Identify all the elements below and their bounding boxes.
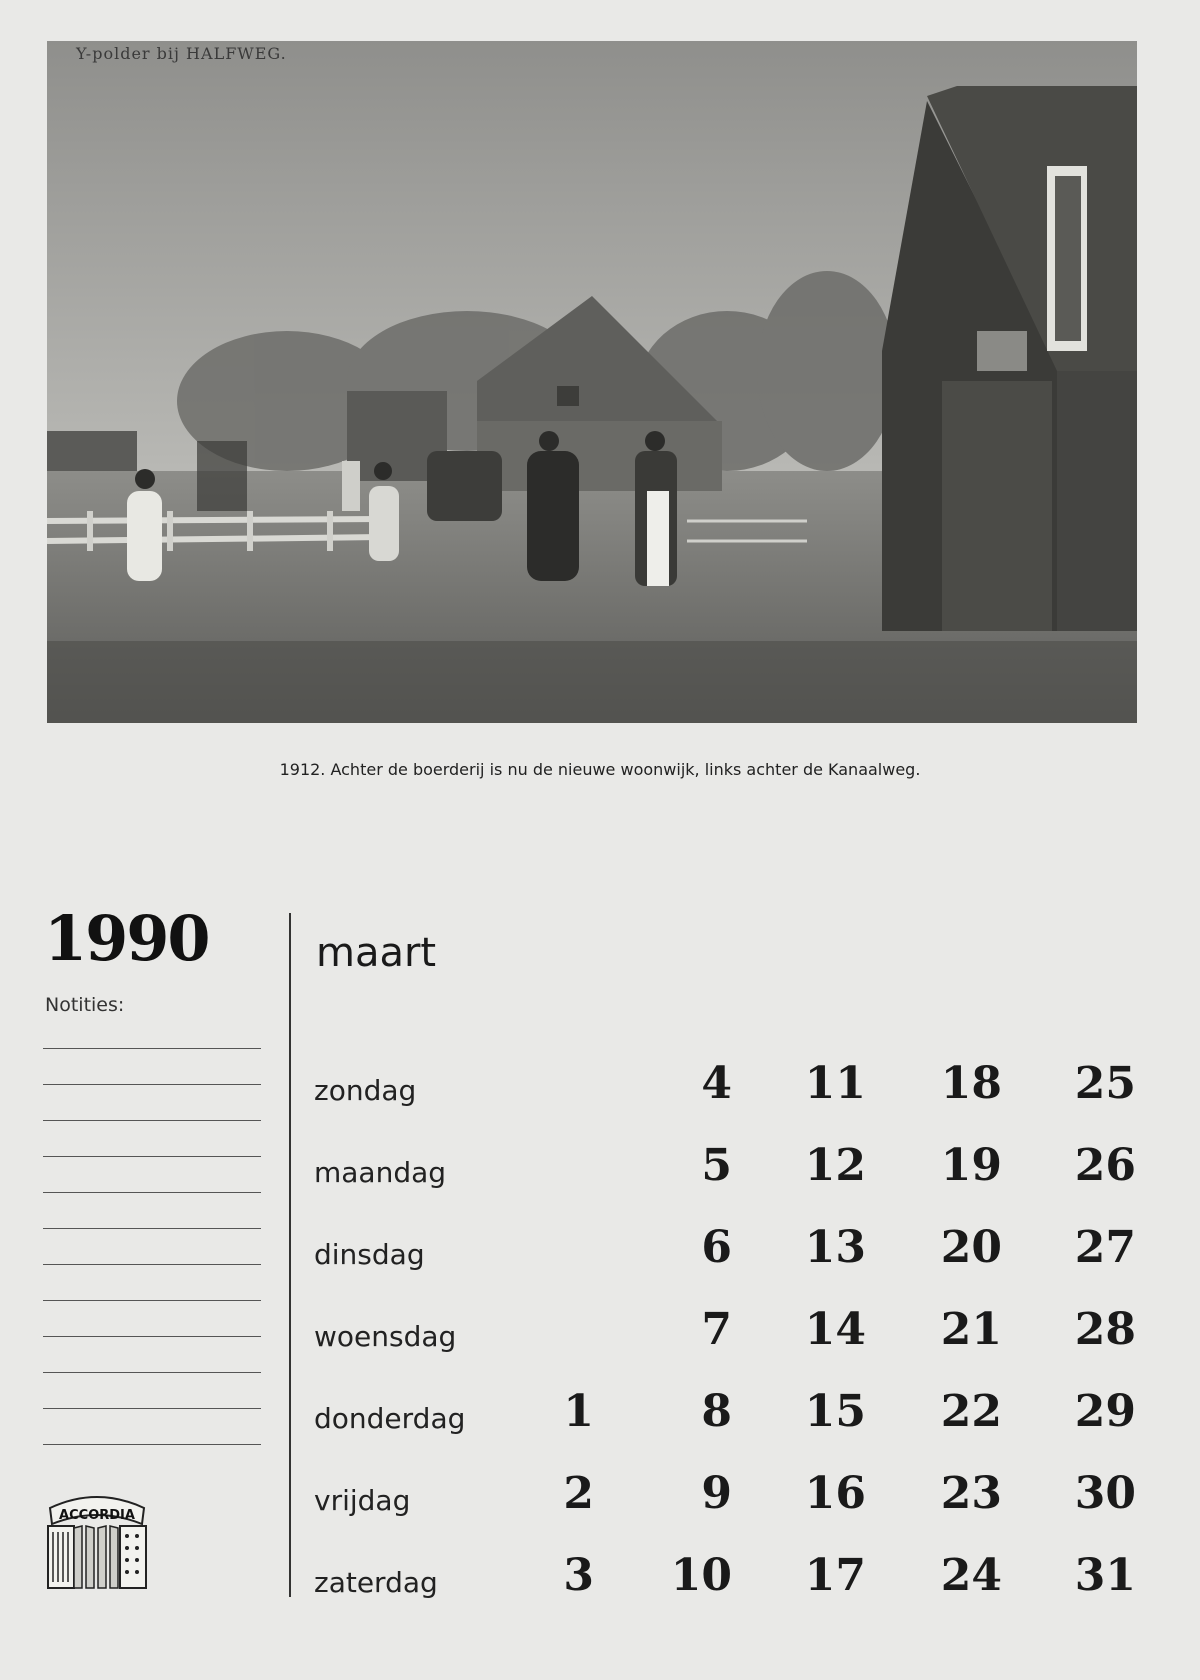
logo-text: ACCORDIA: [59, 1508, 135, 1523]
date-cell: 11: [804, 1058, 866, 1109]
date-cell: 24: [940, 1550, 1002, 1601]
date-cell: 10: [670, 1550, 732, 1601]
calendar-row-vrijdag: [0, 1458, 1200, 1518]
date-cell: 14: [804, 1304, 866, 1355]
calendar-row-dinsdag: [0, 1212, 1200, 1272]
date-cell: 18: [940, 1058, 1002, 1109]
date-cell: 21: [940, 1304, 1002, 1355]
calendar-row-woensdag: [0, 1294, 1200, 1354]
date-cell: 22: [940, 1386, 1002, 1437]
date-cell: 28: [1074, 1304, 1136, 1355]
date-cell: 2: [563, 1468, 594, 1519]
calendar-row-donderdag: [0, 1376, 1200, 1436]
day-name: zondag: [314, 1074, 417, 1107]
date-cell: 13: [804, 1222, 866, 1273]
day-name: woensdag: [314, 1320, 457, 1353]
date-cell: 27: [1074, 1222, 1136, 1273]
calendar-row-zaterdag: [0, 1540, 1200, 1600]
day-name: donderdag: [314, 1402, 466, 1435]
date-cell: 1: [563, 1386, 594, 1437]
date-cell: 12: [804, 1140, 866, 1191]
date-cell: 7: [701, 1304, 732, 1355]
day-name: dinsdag: [314, 1238, 425, 1271]
date-cell: 30: [1074, 1468, 1136, 1519]
historical-photo: [47, 41, 1137, 723]
date-cell: 25: [1074, 1058, 1136, 1109]
day-name: vrijdag: [314, 1484, 411, 1517]
day-name: zaterdag: [314, 1566, 438, 1599]
notes-line: [43, 1120, 261, 1121]
notes-line: [43, 1192, 261, 1193]
date-cell: 23: [940, 1468, 1002, 1519]
date-cell: 4: [701, 1058, 732, 1109]
year-heading: 1990: [44, 902, 209, 975]
date-cell: 8: [701, 1386, 732, 1437]
date-cell: 31: [1074, 1550, 1136, 1601]
photo-title: Y-polder bij HALFWEG.: [76, 44, 287, 63]
date-cell: 9: [701, 1468, 732, 1519]
day-name: maandag: [314, 1156, 447, 1189]
month-title: maart: [316, 930, 437, 976]
date-cell: 5: [701, 1140, 732, 1191]
notes-line: [43, 1372, 261, 1373]
notes-label: Notities:: [45, 994, 125, 1016]
date-cell: 3: [563, 1550, 594, 1601]
date-cell: 29: [1074, 1386, 1136, 1437]
date-cell: 19: [940, 1140, 1002, 1191]
photo-caption: 1912. Achter de boerderij is nu de nieuwe woonwijk, links achter de Kanaalweg.: [279, 760, 921, 779]
date-cell: 17: [804, 1550, 866, 1601]
date-cell: 20: [940, 1222, 1002, 1273]
calendar-row-zondag: [0, 1048, 1200, 1108]
date-cell: 15: [804, 1386, 866, 1437]
notes-line: [43, 1444, 261, 1445]
date-cell: 26: [1074, 1140, 1136, 1191]
date-cell: 6: [701, 1222, 732, 1273]
calendar-row-maandag: [0, 1130, 1200, 1190]
photo-illustration: [47, 41, 1137, 723]
date-cell: 16: [804, 1468, 866, 1519]
